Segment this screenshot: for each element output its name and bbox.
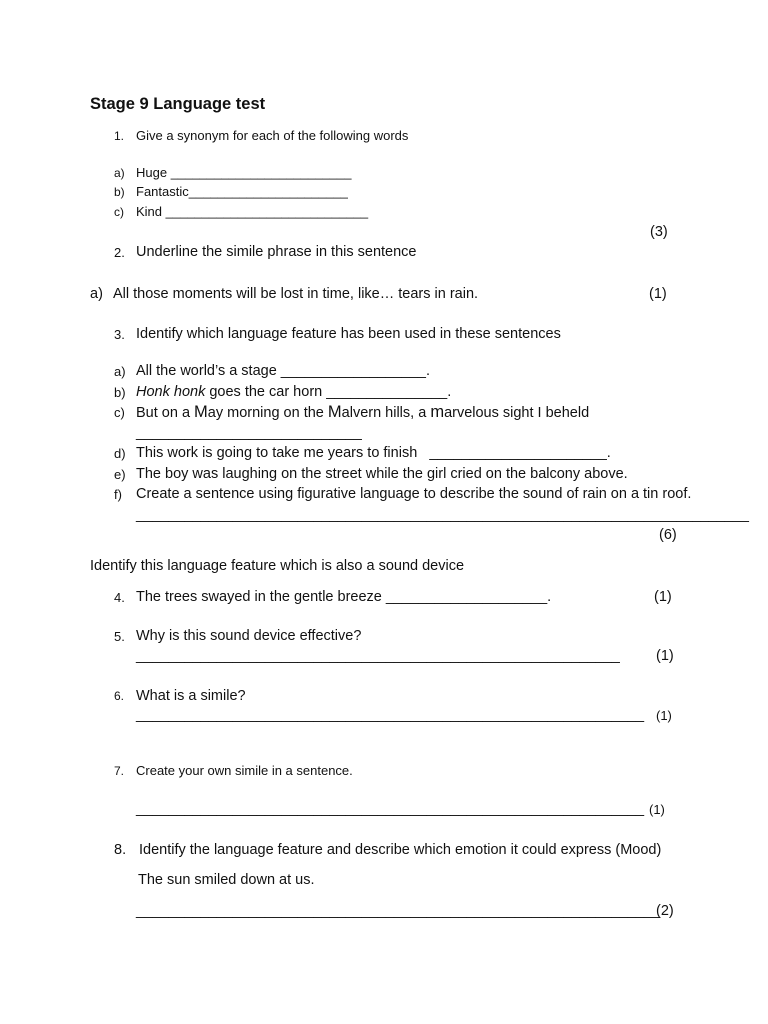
q1a-letter: a) <box>114 166 125 180</box>
q7-marks: (1) <box>649 802 665 817</box>
q3-number: 3. <box>114 327 125 342</box>
sound-device-intro: Identify this language feature which is also a sound device <box>90 558 465 574</box>
q4-text: The trees swayed in the gentle breeze ____________________. <box>136 589 552 605</box>
q2-number: 2. <box>114 245 125 260</box>
q2-text: Underline the simile phrase in this sentence <box>136 244 417 260</box>
q7-number: 7. <box>114 764 125 778</box>
q4-number: 4. <box>114 590 125 605</box>
q6-text: What is a simile? <box>136 688 246 704</box>
q7-answer-line: _______________________________________________________________ <box>136 801 645 817</box>
q7-text: Create your own simile in a sentence. <box>136 763 353 778</box>
q3b-letter: b) <box>114 385 126 400</box>
q3b-italic-phrase: Honk honk <box>136 384 206 400</box>
q5-marks: (1) <box>656 648 674 664</box>
q3d-letter: d) <box>114 446 126 461</box>
q5-number: 5. <box>114 629 125 644</box>
q3e-text: The boy was laughing on the street while the girl cried on the balcony above. <box>136 466 628 482</box>
q3f-letter: f) <box>114 487 122 502</box>
q6-number: 6. <box>114 689 125 703</box>
q4-marks: (1) <box>654 589 672 605</box>
q3c-part: But on a <box>136 405 195 421</box>
q3a-letter: a) <box>114 364 126 379</box>
q3c-letter: c) <box>114 405 125 420</box>
q2a-letter: a) <box>90 286 103 302</box>
q8-sentence: The sun smiled down at us. <box>138 872 315 888</box>
q6-marks: (1) <box>656 708 672 723</box>
q3f-text: Create a sentence using figurative language to describe the sound of rain on a tin roof. <box>136 486 692 502</box>
q3a-text: All the world’s a stage __________________. <box>136 363 430 379</box>
q3-text: Identify which language feature has been used in these sentences <box>136 326 561 342</box>
q1-text: Give a synonym for each of the following words <box>136 128 409 143</box>
q3c-part: alvern hills, a <box>341 405 431 421</box>
q3c-capital: M <box>194 403 208 421</box>
q1-number: 1. <box>114 129 125 143</box>
q8-marks: (2) <box>656 903 674 919</box>
q1-marks: (3) <box>650 224 668 240</box>
q3-marks: (6) <box>659 527 677 543</box>
q6-answer-line: _______________________________________________________________ <box>136 707 645 723</box>
q3b-rest: goes the car horn _______________. <box>205 384 452 400</box>
q3c-text <box>136 404 589 421</box>
q1c-text: Kind ____________________________ <box>136 204 369 219</box>
q1a-text: Huge _________________________ <box>136 165 352 180</box>
q1b-text: Fantastic______________________ <box>136 184 348 199</box>
q3c-capital: M <box>327 403 342 421</box>
q1b-letter: b) <box>114 185 125 199</box>
q2-marks: (1) <box>649 286 667 302</box>
q3c-part: arvelous sight I beheld <box>444 405 590 421</box>
q3d-text: This work is going to take me years to finish ______________________. <box>136 445 611 461</box>
q3c-part: ay morning on the <box>207 405 328 421</box>
q5-answer-line: ____________________________________________________________ <box>136 648 620 664</box>
q8-text: Identify the language feature and describe which emotion it could express (Mood) <box>139 842 662 858</box>
q3c-capital: m <box>430 403 445 421</box>
q5-text: Why is this sound device effective? <box>136 628 362 644</box>
q3f-answer-line: ____________________________________________________________________________ <box>136 507 749 523</box>
q3e-letter: e) <box>114 467 126 482</box>
q1c-letter: c) <box>114 205 124 219</box>
page-title: Stage 9 Language test <box>90 95 266 113</box>
q3b-text <box>136 385 451 400</box>
q2a-text: All those moments will be lost in time, like… tears in rain. <box>113 286 479 302</box>
q8-number: 8. <box>114 842 127 858</box>
q8-answer-line: _________________________________________________________________ <box>136 903 661 919</box>
q3c-answer-line: ____________________________ <box>136 425 362 441</box>
